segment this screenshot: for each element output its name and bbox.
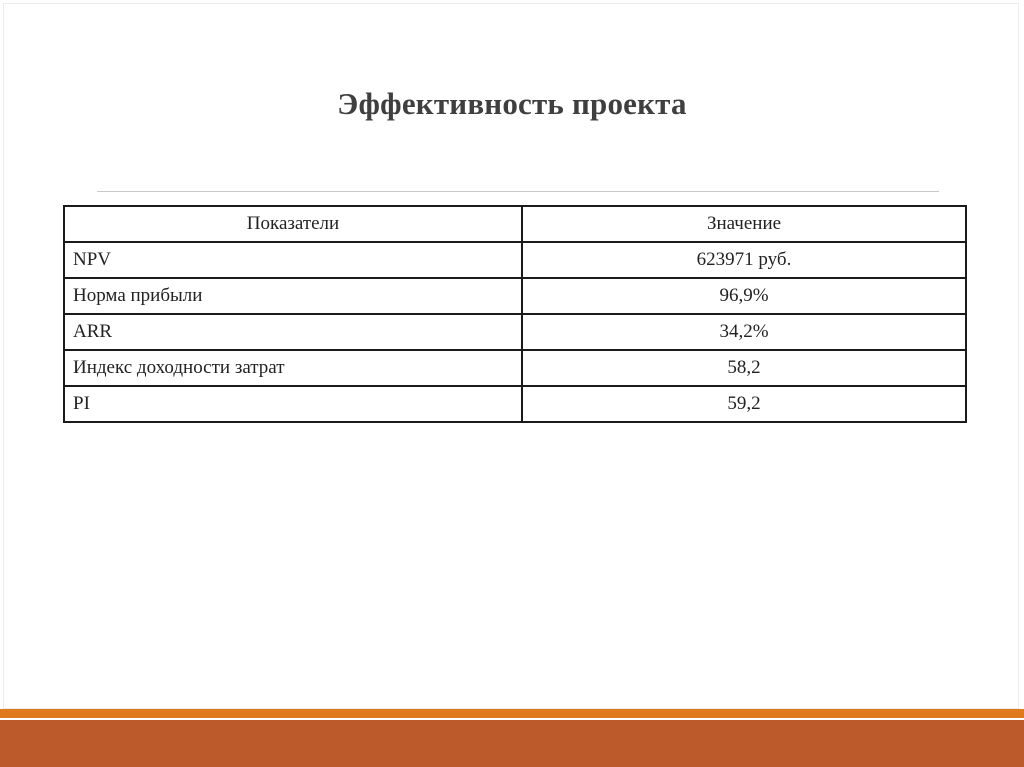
row-value: 96,9% xyxy=(522,278,966,314)
table-row xyxy=(64,386,966,422)
row-value: 58,2 xyxy=(522,350,966,386)
row-value: 59,2 xyxy=(522,386,966,422)
table-row xyxy=(64,350,966,386)
footer-band xyxy=(0,720,1024,767)
header-value: Значение xyxy=(522,206,966,242)
slide-title: Эффективность проекта xyxy=(337,86,687,121)
row-value: 623971 руб. xyxy=(522,242,966,278)
table-row xyxy=(64,242,966,278)
row-indicator: Индекс доходности затрат xyxy=(64,350,522,386)
row-indicator: ARR xyxy=(64,314,522,350)
row-indicator: NPV xyxy=(64,242,522,278)
table-header-row xyxy=(64,206,966,242)
footer-accent-stripe xyxy=(0,709,1024,718)
row-indicator: Норма прибыли xyxy=(64,278,522,314)
row-value: 34,2% xyxy=(522,314,966,350)
header-indicator: Показатели xyxy=(64,206,522,242)
metrics-table xyxy=(63,205,967,423)
title-divider xyxy=(97,191,939,192)
table-row xyxy=(64,278,966,314)
row-indicator: PI xyxy=(64,386,522,422)
table-row xyxy=(64,314,966,350)
